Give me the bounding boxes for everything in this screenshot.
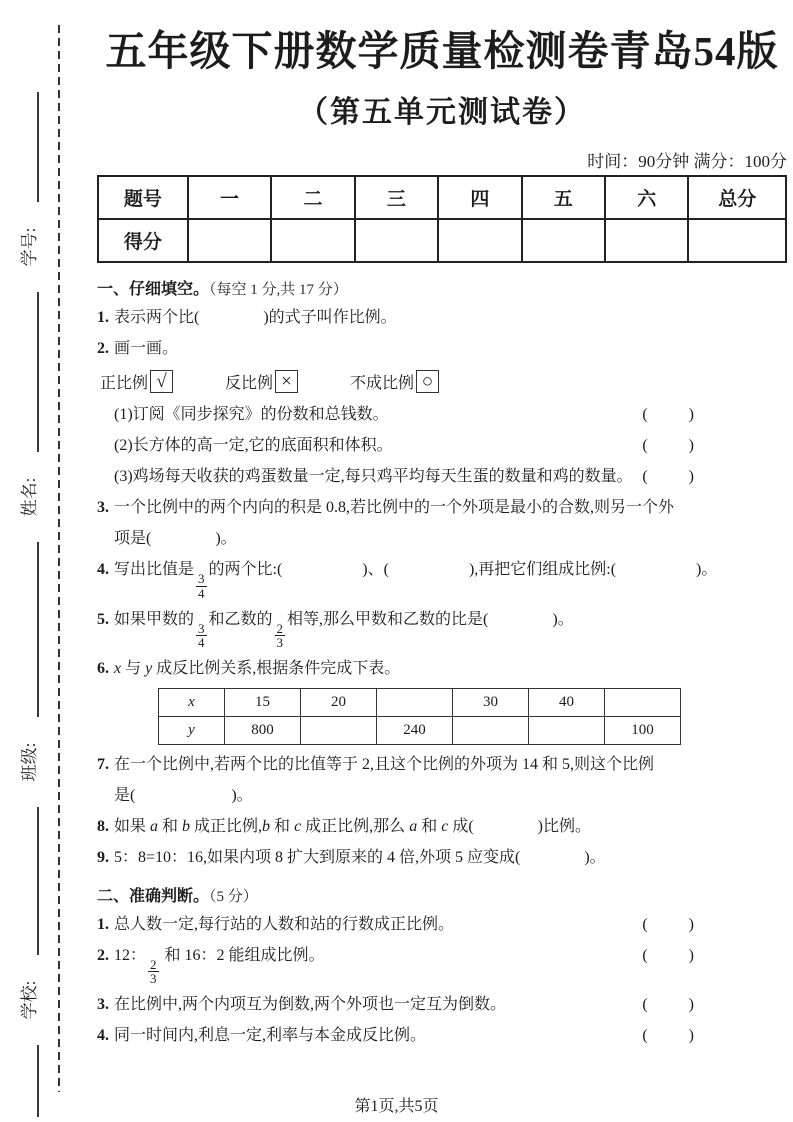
answer-bracket: ( ) xyxy=(642,915,697,933)
question-9 xyxy=(97,846,787,870)
x-cell: 20 xyxy=(301,688,377,716)
question-text: 一个比例中的两个内向的积是 0.8,若比例中的一个外项是最小的合数,则另一个外 xyxy=(114,499,675,517)
score-empty-cell xyxy=(522,219,605,262)
checkbox-cross-icon: × xyxy=(275,370,298,393)
judgment-text: 1. 总人数一定,每行站的人数和站的行数成正比例。 xyxy=(97,915,455,933)
main-content xyxy=(97,0,787,1055)
sub-question-text: (3)鸡场每天收获的鸡蛋数量一定,每只鸡平均每天生蛋的数量和鸡的数量。 xyxy=(114,468,633,486)
variable-a: a xyxy=(409,817,418,835)
question-number: 8. xyxy=(97,817,109,835)
student-name-label: 姓名: xyxy=(18,452,42,542)
question-text: 相等,那么甲数和乙数的比是( )。 xyxy=(287,610,574,628)
answer-bracket: ( ) xyxy=(642,1027,697,1045)
question-number: 5. xyxy=(97,610,109,628)
question-text: 和 xyxy=(270,817,295,835)
question-2-sub-1 xyxy=(114,403,787,427)
paper-subtitle: （第五单元测试卷） xyxy=(298,96,586,130)
question-4 xyxy=(97,558,787,600)
student-id-label: 学号: xyxy=(18,202,42,292)
question-3-line-2: 项是( )。 xyxy=(114,530,237,548)
y-cell-blank xyxy=(529,716,605,744)
checkbox-check-icon: √ xyxy=(150,370,173,393)
question-number: 1. xyxy=(97,309,109,327)
score-empty-cell xyxy=(188,219,271,262)
x-cell-blank xyxy=(377,688,453,716)
variable-c: c xyxy=(441,817,449,835)
question-text: 5：8=10：16,如果内项 8 扩大到原来的 4 倍,外项 5 应变成( )。 xyxy=(114,848,606,866)
xy-proportion-table xyxy=(158,688,681,745)
legend-label: 不成比例 xyxy=(350,375,415,393)
question-text: 在一个比例中,若两个比的比值等于 2,且这个比例的外项为 14 和 5,则这个比例 xyxy=(114,755,655,773)
question-number: 4. xyxy=(97,561,109,579)
time-score-info: 时间：90分钟 满分：100分 xyxy=(587,152,787,172)
variable-x: x xyxy=(114,659,122,677)
score-header-cell: 四 xyxy=(438,176,521,219)
question-2-sub-3 xyxy=(114,465,787,489)
fraction-three-fourths: $\frac{3}{4}$ xyxy=(198,571,205,601)
question-2 xyxy=(97,337,787,361)
question-text: 成反比例关系,根据条件完成下表。 xyxy=(152,659,401,677)
question-8 xyxy=(97,815,787,839)
school-label: 学校: xyxy=(18,955,42,1045)
question-text: 和 xyxy=(417,817,442,835)
score-header-cell: 三 xyxy=(355,176,438,219)
question-number: 9. xyxy=(97,848,109,866)
question-text: 与 xyxy=(121,659,146,677)
question-text: 的两个比:( )、( ),再把它们组成比例:( )。 xyxy=(208,561,718,579)
question-text: 如果 xyxy=(114,817,151,835)
y-cell: 800 xyxy=(225,716,301,744)
answer-bracket: ( ) xyxy=(642,437,697,455)
score-header-cell: 一 xyxy=(188,176,271,219)
variable-y: y xyxy=(145,659,153,677)
y-cell-blank xyxy=(301,716,377,744)
class-label: 班级: xyxy=(18,717,42,807)
score-empty-cell xyxy=(355,219,438,262)
question-number: 2. xyxy=(97,340,109,358)
question-5 xyxy=(97,608,787,650)
page-number-footer: 第1页,共5页 xyxy=(354,1098,439,1115)
sub-question-text: (2)长方体的高一定,它的底面积和体积。 xyxy=(114,437,393,455)
answer-bracket: ( ) xyxy=(642,406,697,424)
score-empty-cell xyxy=(688,219,786,262)
x-row-label: x xyxy=(159,688,225,716)
judgment-1 xyxy=(97,913,787,937)
question-text: 写出比值是 xyxy=(114,561,195,579)
score-row-label: 得分 xyxy=(98,219,188,262)
x-cell: 40 xyxy=(529,688,605,716)
legend-label: 反比例 xyxy=(225,375,274,393)
variable-b: b xyxy=(262,817,271,835)
answer-bracket: ( ) xyxy=(642,946,697,964)
judgment-4 xyxy=(97,1024,787,1048)
question-text: 如果甲数的 xyxy=(114,610,195,628)
judgment-3 xyxy=(97,993,787,1017)
score-header-cell: 六 xyxy=(605,176,688,219)
judgment-text: 3. 在比例中,两个内项互为倒数,两个外项也一定互为倒数。 xyxy=(97,996,507,1014)
checkbox-circle-icon: ○ xyxy=(416,370,439,393)
question-2-sub-2 xyxy=(114,434,787,458)
legend-item-inverse xyxy=(225,370,298,393)
legend-item-none xyxy=(350,370,439,393)
legend-row xyxy=(100,370,787,393)
legend-item-proportional xyxy=(100,370,173,393)
section2-points-note: （5 分） xyxy=(209,888,258,905)
paper-title: 五年级下册数学质量检测卷青岛54版 xyxy=(105,28,779,74)
legend-label: 正比例 xyxy=(100,375,149,393)
variable-a: a xyxy=(150,817,159,835)
question-7 xyxy=(97,753,787,777)
answer-bracket: ( ) xyxy=(642,468,697,486)
y-row-label: y xyxy=(159,716,225,744)
judgment-text: 4. 同一时间内,利息一定,利率与本金成反比例。 xyxy=(97,1027,427,1045)
question-text: 成( )比例。 xyxy=(448,817,591,835)
fraction-three-fourths: $\frac{3}{4}$ xyxy=(198,620,205,651)
score-header-cell: 五 xyxy=(522,176,605,219)
answer-bracket: ( ) xyxy=(642,996,697,1014)
y-cell-blank xyxy=(453,716,529,744)
section1-points-note: （每空 1 分,共 17 分） xyxy=(209,282,348,299)
score-table-score-row xyxy=(98,219,786,262)
score-empty-cell xyxy=(605,219,688,262)
score-table xyxy=(97,175,787,263)
score-table-header-row xyxy=(98,176,786,219)
question-text: 画一画。 xyxy=(114,340,179,358)
question-number: 7. xyxy=(97,755,109,773)
judgment-2 xyxy=(97,944,787,986)
question-text: 表示两个比( )的式子叫作比例。 xyxy=(114,309,397,327)
section2-title: 二、准确判断。 xyxy=(97,887,210,905)
score-header-cell: 题号 xyxy=(98,176,188,219)
fraction-two-thirds: $\frac{2}{3}$ xyxy=(150,956,157,987)
y-cell: 100 xyxy=(605,716,681,744)
score-header-cell: 二 xyxy=(271,176,354,219)
question-number: 6. xyxy=(97,659,109,677)
fraction-two-thirds: $\frac{2}{3}$ xyxy=(276,620,284,651)
y-row xyxy=(159,716,681,744)
question-text: 和乙数的 xyxy=(208,610,273,628)
x-cell: 30 xyxy=(453,688,529,716)
question-7-line-2: 是( )。 xyxy=(114,786,253,804)
sub-question-text: (1)订阅《同步探究》的份数和总钱数。 xyxy=(114,406,389,424)
variable-b: b xyxy=(182,817,191,835)
y-cell: 240 xyxy=(377,716,453,744)
x-cell-blank xyxy=(605,688,681,716)
question-6 xyxy=(97,657,787,681)
score-empty-cell xyxy=(438,219,521,262)
question-1 xyxy=(97,306,787,330)
score-header-cell: 总分 xyxy=(688,176,786,219)
question-number: 3. xyxy=(97,499,109,517)
score-empty-cell xyxy=(271,219,354,262)
question-text: 和 xyxy=(158,817,183,835)
question-text: 成正比例,那么 xyxy=(301,817,410,835)
section1-heading xyxy=(97,276,787,299)
section2-heading xyxy=(97,883,787,906)
variable-c: c xyxy=(294,817,302,835)
judgment-text: 2. 12： $\frac{2}{3}$ 和 16：2 能组成比例。 xyxy=(97,946,325,987)
question-text: 成正比例, xyxy=(190,817,263,835)
x-row xyxy=(159,688,681,716)
question-3 xyxy=(97,496,787,520)
binding-dashed-line xyxy=(58,25,60,1092)
x-cell: 15 xyxy=(225,688,301,716)
section1-title: 一、仔细填空。 xyxy=(97,281,210,299)
